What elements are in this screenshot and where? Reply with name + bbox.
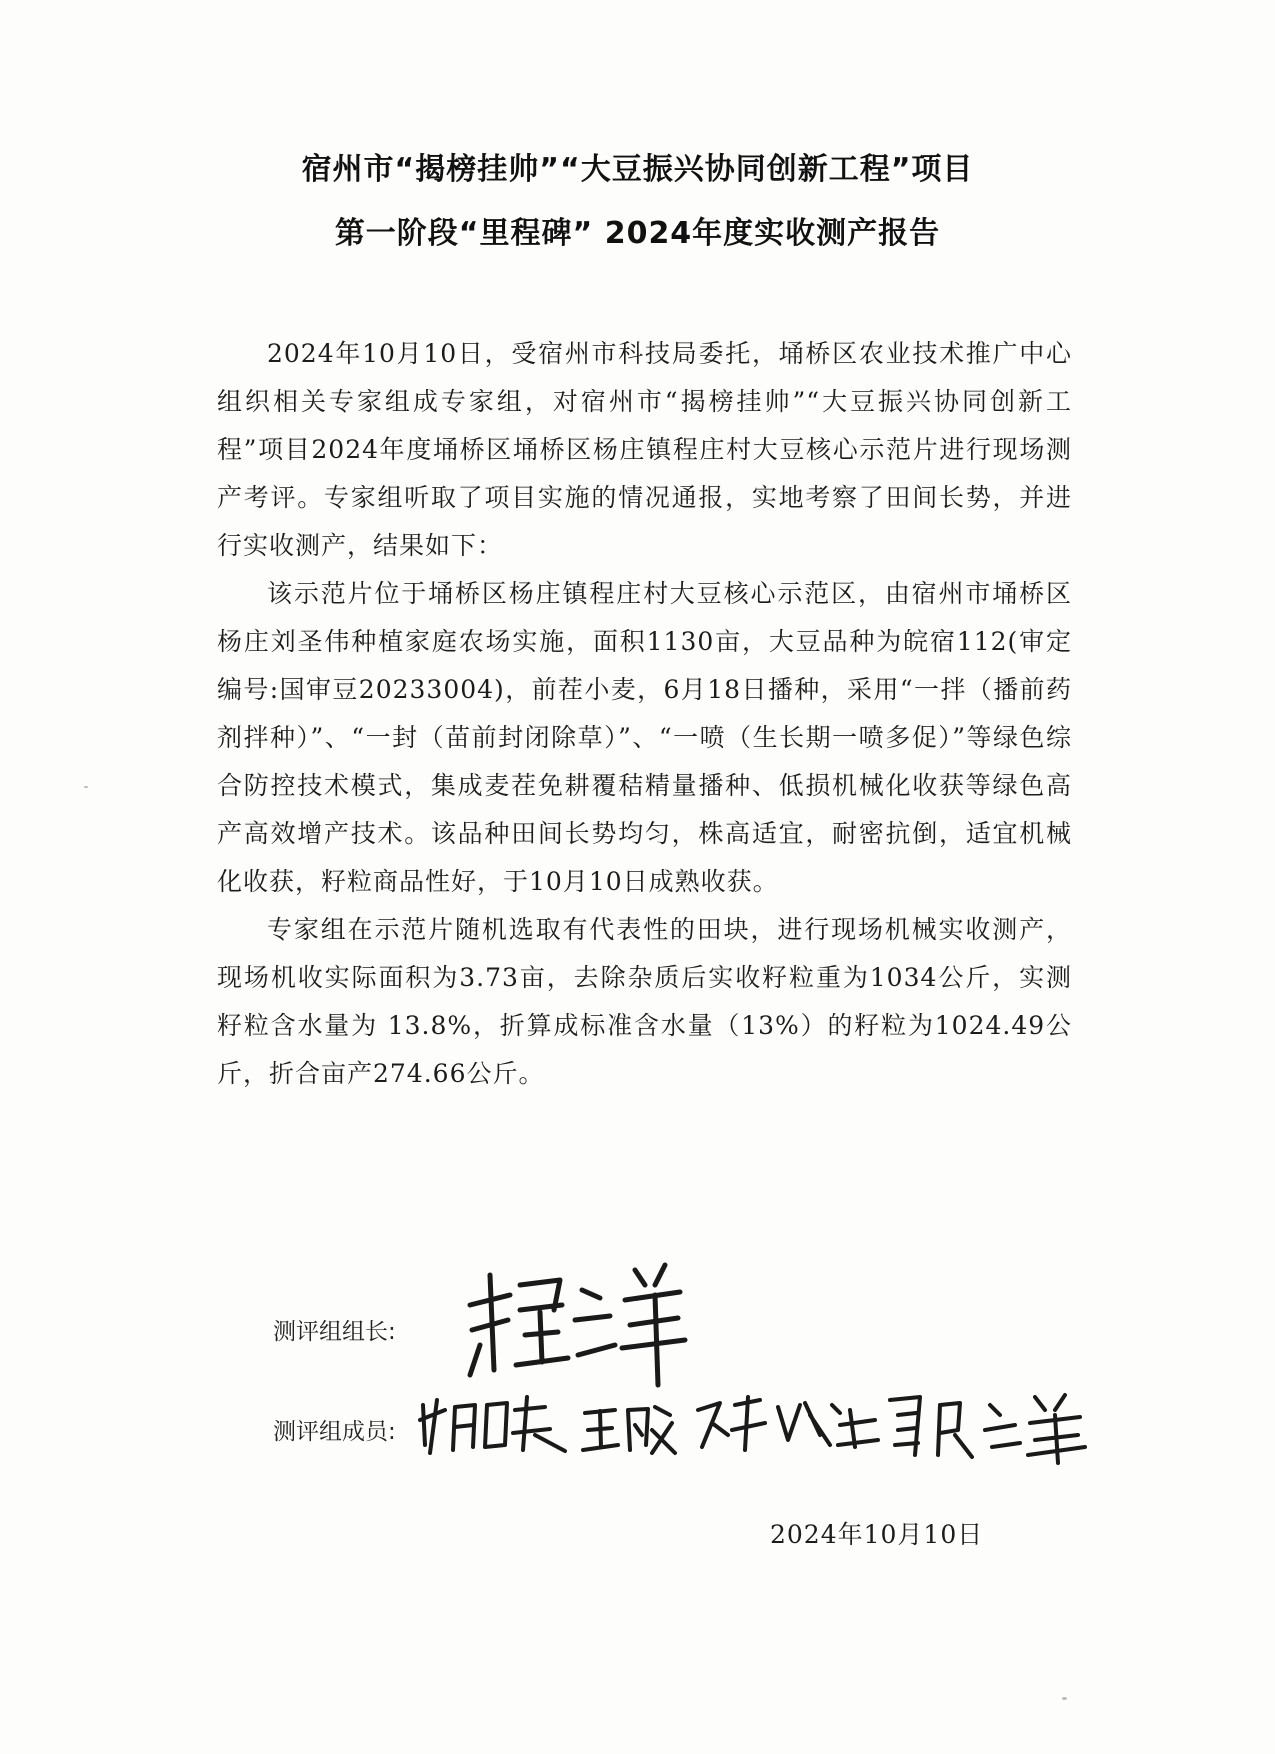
member-signature-1 [415, 1385, 575, 1460]
paragraph-2: 该示范片位于埇桥区杨庄镇程庄村大豆核心示范区，由宿州市埇桥区杨庄刘圣伟种植家庭农场实施，面积1130亩，大豆品种为皖宿112(审定编号:国审豆20233004)，前茬小麦，6月18日播种，采用“一拌（播前药剂拌种）”、“一封（苗前封闭除草）”、“一喷（生长期一喷多促）”等绿色综合防控技术模式，集成麦茬免耕覆秸精量播种、低损机械化收获等绿色高产高效增产技术。该品种田间长势均匀，株高适宜，耐密抗倒，适宜机械化收获，籽粒商品性好，于10月10日成熟收获。 [217, 579, 1072, 896]
scan-speck [1062, 1697, 1067, 1700]
member-signature-3 [690, 1385, 880, 1460]
report-date: 2024年10月10日 [770, 1520, 984, 1549]
leader-label: 测评组组长: [273, 1319, 396, 1345]
scan-speck [84, 786, 88, 788]
report-title-line-2: 第一阶段“里程碑” 2024年度实收测产报告 [334, 216, 941, 251]
member-signature-4 [880, 1385, 1090, 1465]
report-body [217, 330, 1072, 1098]
member-signature-2 [580, 1395, 680, 1460]
paragraph-3: 专家组在示范片随机选取有代表性的田块，进行现场机械实收测产，现场机收实际面积为3.73亩，去除杂质后实收籽粒重为1034公斤，实测籽粒含水量为 13.8%，折算成标准含水量（13%）的籽粒为1024.49公斤，折合亩产274.66公斤。 [217, 915, 1072, 1088]
leader-signature [450, 1250, 690, 1390]
report-title-line-1: 宿州市“揭榜挂帅”“大豆振兴协同创新工程”项目 [301, 152, 974, 187]
paragraph-1: 2024年10月10日，受宿州市科技局委托，埇桥区农业技术推广中心组织相关专家组成专家组，对宿州市“揭榜挂帅”“大豆振兴协同创新工程”项目2024年度埇桥区埇桥区杨庄镇程庄村大豆核心示范片进行现场测产考评。专家组听取了项目实施的情况通报，实地考察了田间长势，并进行实收测产，结果如下： [217, 339, 1072, 560]
members-label: 测评组成员: [273, 1419, 396, 1445]
